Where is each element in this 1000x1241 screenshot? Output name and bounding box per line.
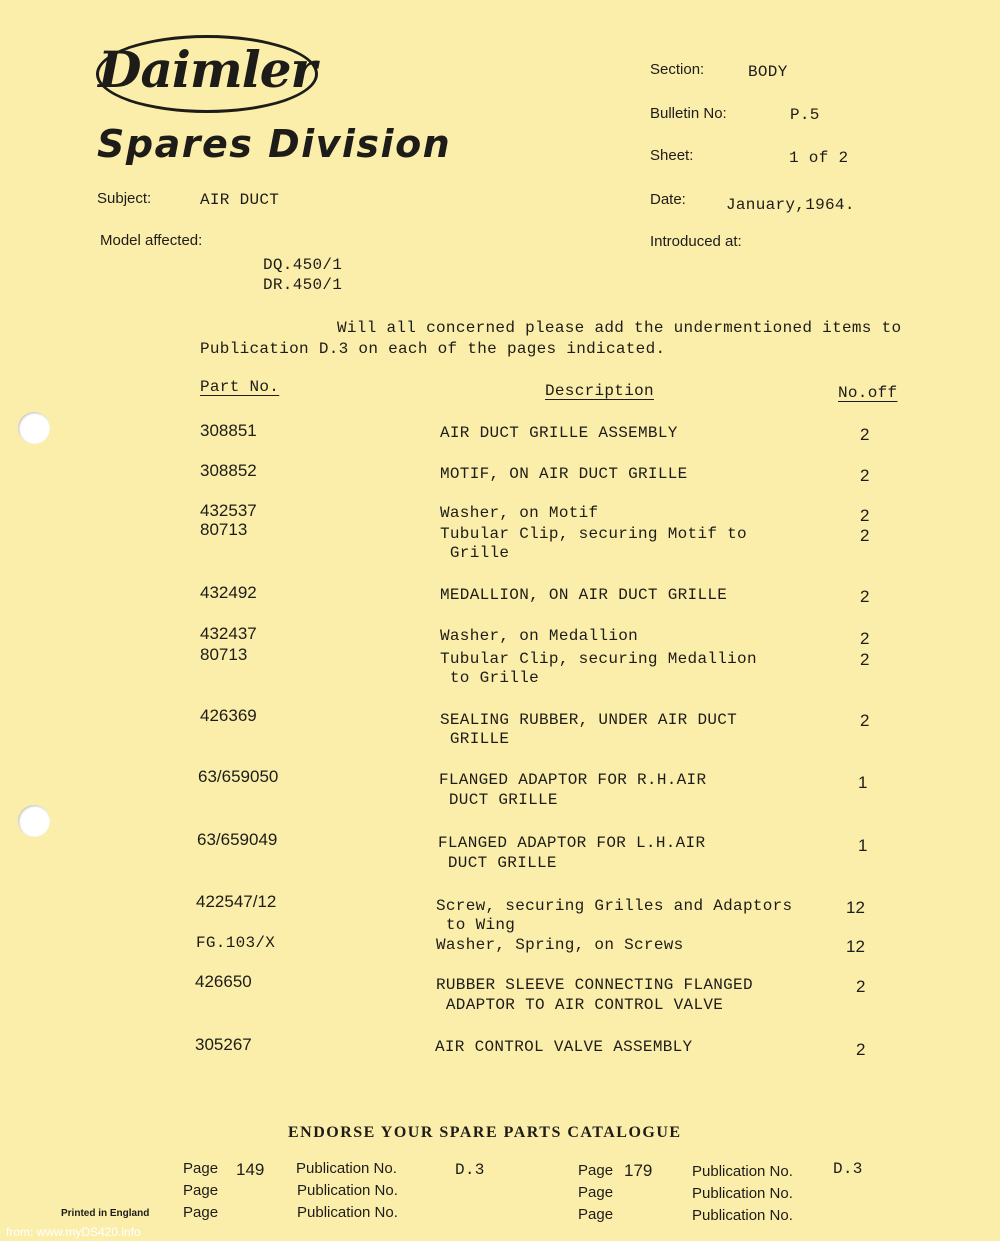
part-quantity: 2	[860, 629, 870, 648]
part-number: 422547/12	[196, 892, 277, 911]
binder-hole-bottom	[18, 805, 50, 837]
part-description-cont: to Grille	[440, 669, 540, 687]
column-header-part: Part No.	[200, 378, 280, 396]
date-label: Date:	[650, 191, 686, 208]
part-quantity: 2	[856, 1040, 866, 1059]
page-label: Page	[183, 1182, 219, 1199]
part-quantity: 1	[858, 773, 868, 792]
part-quantity: 2	[860, 526, 870, 545]
publication-number: D.3	[833, 1160, 863, 1178]
part-quantity: 2	[860, 425, 870, 444]
part-number: 432537	[200, 501, 257, 520]
part-description-cont: to Wing	[436, 916, 516, 934]
part-number: 432492	[200, 583, 257, 602]
part-description-cont: Grille	[440, 544, 510, 562]
part-number: 426650	[195, 972, 252, 991]
part-description: Screw, securing Grilles and Adaptors	[436, 897, 793, 915]
part-description: FLANGED ADAPTOR FOR L.H.AIR	[438, 834, 706, 852]
binder-hole-top	[18, 412, 50, 444]
part-number: 80713	[200, 645, 248, 664]
page-label: Page	[183, 1160, 219, 1177]
part-number: 305267	[195, 1035, 252, 1054]
part-description: SEALING RUBBER, UNDER AIR DUCT	[440, 711, 738, 729]
column-header-quantity: No.off	[838, 384, 898, 402]
publication-number: D.3	[455, 1161, 485, 1179]
part-description: MEDALLION, ON AIR DUCT GRILLE	[440, 586, 728, 604]
part-description: Washer, on Motif	[440, 504, 599, 522]
part-description: Washer, on Medallion	[440, 627, 639, 645]
publication-label: Publication No.	[692, 1207, 793, 1224]
introduced-label: Introduced at:	[650, 233, 742, 250]
sheet-value: 1 of 2	[789, 149, 849, 167]
endorse-notice: ENDORSE YOUR SPARE PARTS CATALOGUE	[288, 1124, 682, 1141]
section-label: Section:	[650, 61, 705, 78]
division-title: Spares Division	[97, 122, 452, 166]
printed-in-england: Printed in England	[61, 1208, 150, 1219]
page-label: Page	[578, 1162, 614, 1179]
part-number: 426369	[200, 706, 257, 725]
part-number: 432437	[200, 624, 257, 643]
page-label: Page	[183, 1204, 219, 1221]
part-description: Tubular Clip, securing Medallion	[440, 650, 757, 668]
daimler-logo: Daimler	[98, 40, 316, 99]
part-number: 63/659049	[197, 830, 278, 849]
part-quantity: 12	[846, 937, 865, 956]
bulletin-label: Bulletin No:	[650, 105, 727, 122]
part-description: Tubular Clip, securing Motif to	[440, 525, 747, 543]
part-quantity: 1	[858, 836, 868, 855]
part-number: FG.103/X	[196, 934, 276, 952]
part-description: Washer, Spring, on Screws	[436, 936, 684, 954]
part-quantity: 2	[860, 650, 870, 669]
part-number: 63/659050	[198, 767, 279, 786]
part-description: AIR CONTROL VALVE ASSEMBLY	[435, 1038, 693, 1056]
model-line: DR.450/1	[263, 276, 343, 294]
column-header-description: Description	[545, 382, 654, 400]
part-description: FLANGED ADAPTOR FOR R.H.AIR	[439, 771, 707, 789]
part-quantity: 12	[846, 898, 865, 917]
part-quantity: 2	[856, 977, 866, 996]
part-description: RUBBER SLEEVE CONNECTING FLANGED	[436, 976, 753, 994]
date-value: January,1964.	[726, 196, 855, 214]
part-quantity: 2	[860, 506, 870, 525]
part-number: 80713	[200, 520, 248, 539]
page-label: Page	[578, 1206, 614, 1223]
source-watermark: from: www.myDS420.info	[6, 1225, 141, 1239]
publication-label: Publication No.	[692, 1185, 793, 1202]
page-number: 149	[236, 1160, 265, 1179]
publication-label: Publication No.	[296, 1160, 397, 1177]
part-description-cont: DUCT GRILLE	[439, 791, 558, 809]
model-line: DQ.450/1	[263, 256, 343, 274]
subject-label: Subject:	[97, 190, 152, 207]
part-number: 308851	[200, 421, 257, 440]
part-quantity: 2	[860, 466, 870, 485]
publication-label: Publication No.	[297, 1182, 398, 1199]
section-value: BODY	[748, 63, 788, 81]
part-quantity: 2	[860, 711, 870, 730]
model-label: Model affected:	[100, 232, 203, 249]
page-number: 179	[624, 1161, 653, 1180]
part-quantity: 2	[860, 587, 870, 606]
part-description: AIR DUCT GRILLE ASSEMBLY	[440, 424, 678, 442]
publication-label: Publication No.	[692, 1163, 793, 1180]
intro-line: Publication D.3 on each of the pages indicated.	[200, 340, 666, 358]
bulletin-value: P.5	[790, 106, 820, 124]
part-description-cont: GRILLE	[440, 730, 510, 748]
page-label: Page	[578, 1184, 614, 1201]
part-number: 308852	[200, 461, 257, 480]
part-description-cont: ADAPTOR TO AIR CONTROL VALVE	[436, 996, 724, 1014]
sheet-label: Sheet:	[650, 147, 694, 164]
part-description: MOTIF, ON AIR DUCT GRILLE	[440, 465, 688, 483]
intro-line: Will all concerned please add the undermentioned items to	[337, 319, 902, 337]
subject-value: AIR DUCT	[200, 191, 280, 209]
part-description-cont: DUCT GRILLE	[438, 854, 557, 872]
publication-label: Publication No.	[297, 1204, 398, 1221]
